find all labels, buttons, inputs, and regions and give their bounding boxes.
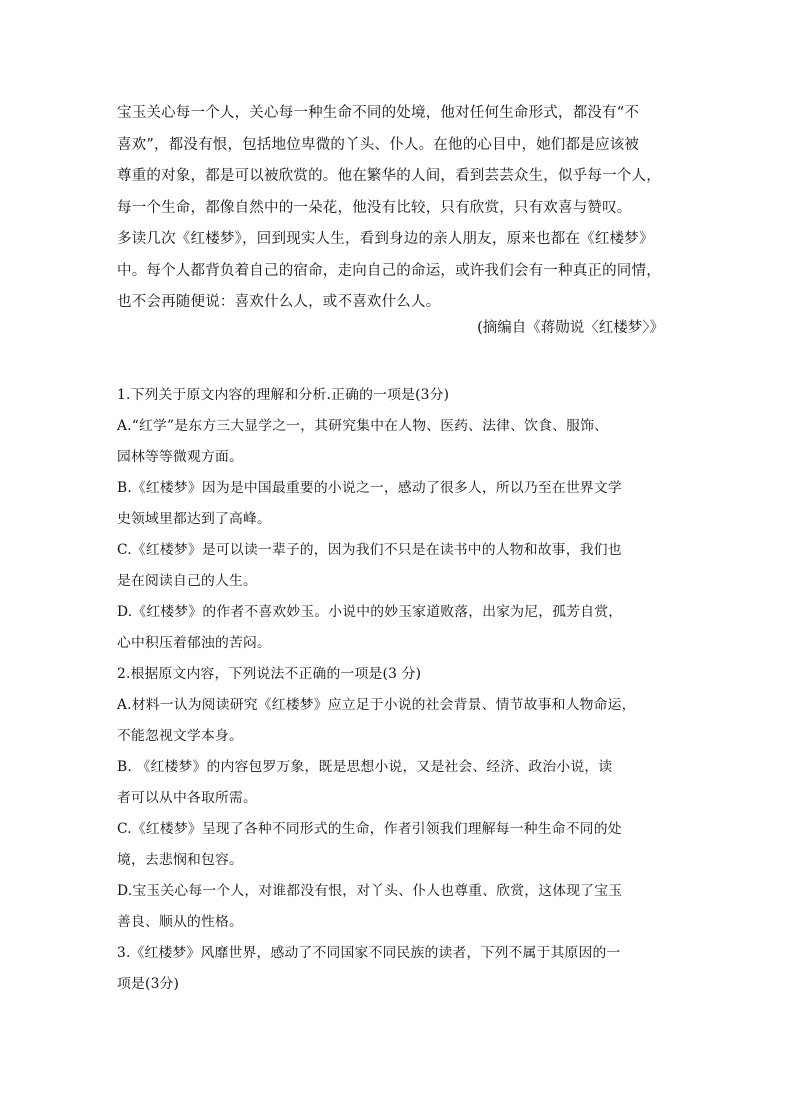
question-line: 是在阅读自己的人生。: [117, 573, 257, 589]
passage-line: 多读几次《红楼梦》，回到现实人生，看到身边的亲人朋友，原来也都在《红楼梦》: [117, 231, 654, 247]
question-line: 善良、顺从的性格。: [117, 914, 243, 930]
question-line: D.《红楼梦》的作者不喜欢妙玉。小说中的妙玉家道败落，出家为尼，孤芳自赏，: [117, 604, 623, 620]
question-line: 不能忽视文学本身。: [117, 728, 243, 744]
passage-source: (摘编自《蒋勋说〈红楼梦〉》: [477, 320, 664, 336]
question-line: 者可以从中各取所需。: [117, 790, 257, 806]
question-line: C.《红楼梦》是可以读一辈子的，因为我们不只是在读书中的人物和故事，我们也: [117, 542, 622, 558]
question-line: A.“红学”是东方三大显学之一，其研究集中在人物、医药、法律、饮食、服饰、: [117, 418, 609, 434]
question-line: 1.下列关于原文内容的理解和分析.正确的一项是(3分): [117, 387, 450, 403]
question-line: 史领域里都达到了高峰。: [117, 511, 271, 527]
passage-line: 也不会再随便说：喜欢什么人，或不喜欢什么人。: [117, 294, 441, 310]
passage-line: 每一个生命，都像自然中的一朵花，他没有比较，只有欣赏，只有欢喜与赞叹。: [117, 200, 632, 216]
passage-line: 宝玉关心每一个人，关心每一种生命不同的处境，他对任何生命形式，都没有“不: [117, 105, 640, 121]
question-line: D.宝玉关心每一个人，对谁都没有恨，对丫头、仆人也尊重、欣赏，这体现了宝玉: [117, 883, 623, 899]
question-line: B.《红楼梦》因为是中国最重要的小说之一，感动了很多人，所以乃至在世界文学: [117, 480, 622, 496]
passage-line: 尊重的对象，都是可以被欣赏的。他在繁华的人间，看到芸芸众生，似乎每一个人，: [117, 168, 661, 184]
question-line: 3.《红楼梦》风靡世界，感动了不同国家不同民族的读者，下列不属于其原因的一: [117, 945, 621, 961]
question-line: B. 《红楼梦》的内容包罗万象，既是思想小说，又是社会、经济、政治小说，读: [117, 759, 613, 775]
question-line: A.材料一认为阅读研究《红楼梦》应立足于小说的社会背景、情节故事和人物命运，: [117, 697, 636, 713]
question-line: 心中积压着郁浊的苦闷。: [117, 635, 271, 651]
passage-line: 中。每个人都背负着自己的宿命，走向自己的命运，或许我们会有一种真正的同情，: [117, 263, 661, 279]
question-line: 园林等等微观方面。: [117, 449, 243, 465]
question-line: 境，去悲悯和包容。: [117, 852, 243, 868]
passage-line: 喜欢”，都没有恨，包括地位卑微的丫头、仆人。在他的心目中，她们都是应该被: [117, 137, 640, 153]
question-line: C.《红楼梦》呈现了各种不同形式的生命，作者引领我们理解每一种生命不同的处: [117, 821, 622, 837]
question-line: 2.根据原文内容，下列说法不正确的一项是(3 分): [117, 666, 422, 682]
question-line: 项是(3分): [117, 976, 180, 992]
